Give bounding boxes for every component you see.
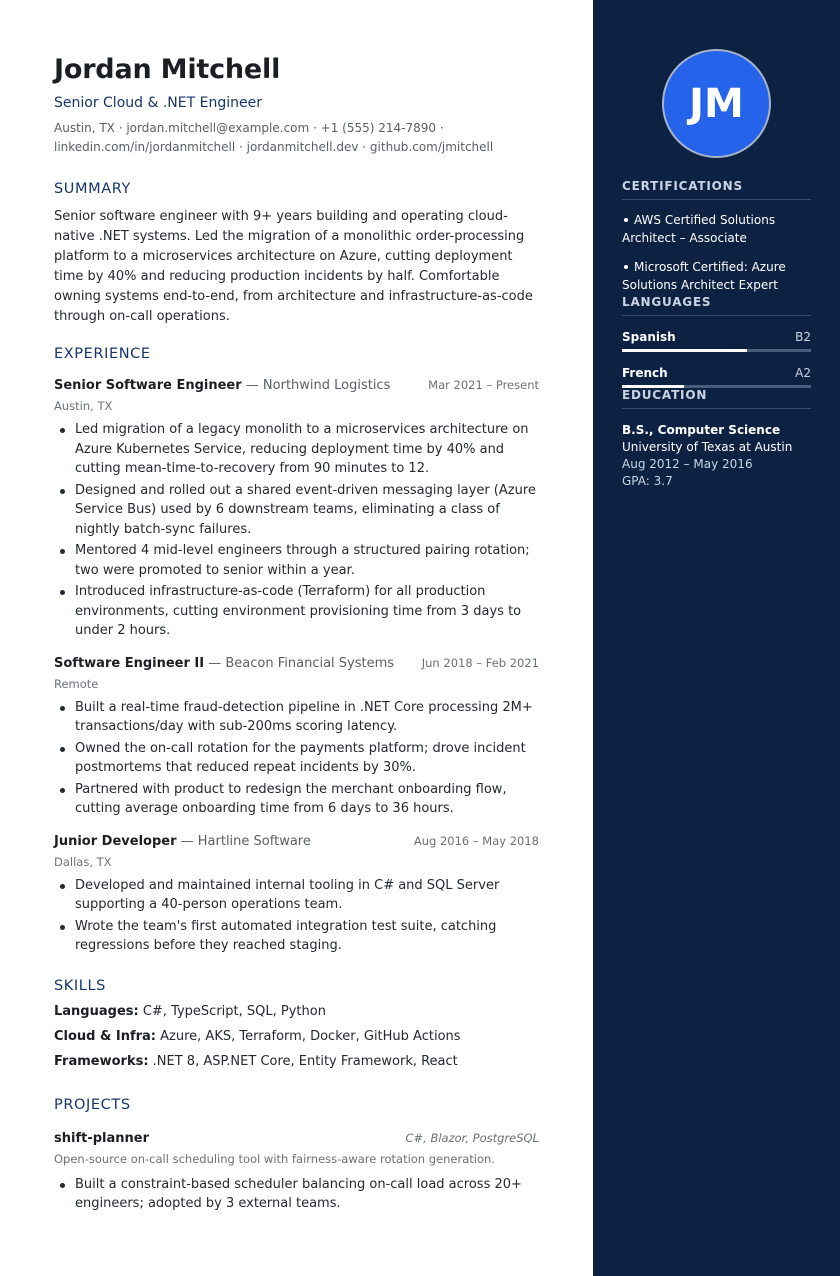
skills-section bbox=[54, 976, 539, 1071]
job-header bbox=[54, 376, 539, 395]
section-title: SUMMARY bbox=[54, 181, 131, 197]
job-title-org bbox=[54, 655, 394, 673]
experience-section bbox=[54, 344, 539, 956]
bullet-item: Designed and rolled out a shared event-driven messaging layer (Azure Service Bus) used by 6 downstream teams, eliminating a class of nightly batch-sync failures. bbox=[54, 481, 539, 540]
certification-line: AWS Certified Solutions bbox=[634, 213, 776, 227]
avatar: JM bbox=[662, 49, 771, 158]
sidebar-section-title: EDUCATION bbox=[622, 387, 811, 409]
bullet-item: Introduced infrastructure-as-code (Terraform) for all production environments, cutting environment provisioning time from 3 days to under 2 hours. bbox=[54, 582, 539, 641]
job-header bbox=[54, 654, 539, 673]
project-description: Open-source on-call scheduling tool with fairness-aware rotation generation. bbox=[54, 1151, 495, 1166]
sidebar-section-title: CERTIFICATIONS bbox=[622, 178, 811, 200]
skill-value: Azure, AKS, Terraform, Docker, GitHub Actions bbox=[156, 1028, 461, 1044]
candidate-role: Senior Cloud & .NET Engineer bbox=[54, 95, 262, 111]
job-bullets bbox=[54, 698, 539, 819]
skill-label: Frameworks: bbox=[54, 1053, 149, 1069]
certification-line: Architect – Associate bbox=[622, 231, 747, 245]
project-name: shift-planner bbox=[54, 1130, 149, 1146]
job-company: Beacon Financial Systems bbox=[225, 655, 395, 671]
bullet-item: Mentored 4 mid-level engineers through a structured pairing rotation; two were promoted to senior within a year. bbox=[54, 541, 539, 580]
language-item bbox=[622, 365, 811, 388]
skill-value: C#, TypeScript, SQL, Python bbox=[138, 1003, 326, 1019]
summary-text: Senior software engineer with 9+ years building and operating cloud-native .NET systems. Led the migration of a monolithic order-processing platform to a microservices architecture on Azure, cutting deployment time by 40% and reducing production incidents by half. Comfortable owning systems end-to-end, from architecture and infrastructure-as-code through on-call operations. bbox=[54, 209, 533, 324]
education-dates: Aug 2012 – May 2016 bbox=[622, 457, 753, 471]
education-gpa: GPA: 3.7 bbox=[622, 474, 673, 488]
language-name: Spanish bbox=[622, 330, 676, 344]
project-stack: C#, Blazor, PostgreSQL bbox=[405, 1130, 539, 1145]
education-entry bbox=[622, 422, 811, 490]
project-header bbox=[54, 1129, 539, 1148]
language-proficiency-bar bbox=[622, 349, 811, 352]
job-bullets bbox=[54, 876, 539, 956]
job-entry bbox=[54, 654, 539, 819]
job-title-org bbox=[54, 377, 390, 395]
skill-label: Cloud & Infra: bbox=[54, 1028, 157, 1044]
certifications-section bbox=[622, 178, 811, 294]
proficiency-fill bbox=[622, 349, 747, 352]
certification-line: Solutions Architect Expert bbox=[622, 278, 778, 292]
candidate-name: Jordan Mitchell bbox=[54, 54, 281, 85]
contact-line: linkedin.com/in/jordanmitchell · jordanmitchell.dev · github.com/jmitchell bbox=[54, 140, 494, 154]
certification-item bbox=[622, 258, 811, 294]
section-title: SKILLS bbox=[54, 977, 106, 994]
language-level: B2 bbox=[795, 330, 811, 344]
language-item bbox=[622, 329, 811, 352]
job-location: Remote bbox=[54, 676, 99, 691]
bullet-icon bbox=[624, 265, 628, 269]
bullet-item: Owned the on-call rotation for the payments platform; drove incident postmortems that reduced repeat incidents by 30%. bbox=[54, 739, 539, 778]
projects-section bbox=[54, 1095, 539, 1214]
job-separator: — bbox=[241, 378, 263, 393]
bullet-icon bbox=[624, 218, 628, 222]
project-entry bbox=[54, 1129, 539, 1214]
skill-label: Languages: bbox=[54, 1003, 139, 1019]
job-entry bbox=[54, 376, 539, 641]
languages-section bbox=[622, 294, 811, 388]
job-separator: — bbox=[176, 833, 198, 849]
section-title: PROJECTS bbox=[54, 1096, 131, 1113]
bullet-item: Developed and maintained internal tooling in C# and SQL Server supporting a 40-person operations team. bbox=[54, 876, 539, 915]
sidebar-section-title: LANGUAGES bbox=[622, 294, 811, 316]
project-bullets bbox=[54, 1175, 539, 1214]
sidebar bbox=[593, 0, 840, 1276]
bullet-item: Built a constraint-based scheduler balancing on-call load across 20+ engineers; adopted by 3 external teams. bbox=[54, 1175, 539, 1214]
skill-row bbox=[54, 1028, 539, 1046]
section-title: EXPERIENCE bbox=[54, 346, 151, 362]
certification-line: Microsoft Certified: Azure bbox=[634, 260, 786, 274]
certification-item bbox=[622, 211, 811, 247]
education-degree: B.S., Computer Science bbox=[622, 423, 781, 437]
job-location: Dallas, TX bbox=[54, 854, 112, 869]
skill-row bbox=[54, 1053, 539, 1071]
job-dates: Aug 2016 – May 2018 bbox=[413, 833, 539, 848]
contact-info bbox=[54, 119, 539, 157]
job-bullets bbox=[54, 420, 539, 641]
job-title: Software Engineer II bbox=[54, 655, 205, 671]
job-company: Northwind Logistics bbox=[262, 378, 391, 393]
bullet-item: Led migration of a legacy monolith to a microservices architecture on Azure Kubernetes Service, reducing deployment time by 40% and cutting mean-time-to-recovery from 90 minutes to 12. bbox=[54, 420, 539, 479]
contact-line: Austin, TX · jordan.mitchell@example.com · +1 (555) 214-7890 · bbox=[54, 121, 444, 135]
bullet-item: Built a real-time fraud-detection pipeline in .NET Core processing 2M+ transactions/day with sub-200ms scoring latency. bbox=[54, 698, 539, 737]
job-title: Junior Developer bbox=[54, 833, 177, 849]
job-title: Senior Software Engineer bbox=[54, 378, 242, 393]
language-level: A2 bbox=[795, 366, 811, 380]
job-header bbox=[54, 832, 539, 851]
language-name: French bbox=[622, 366, 668, 380]
job-dates: Mar 2021 – Present bbox=[428, 378, 539, 392]
skill-value: .NET 8, ASP.NET Core, Entity Framework, React bbox=[148, 1053, 458, 1069]
summary-section bbox=[54, 179, 539, 327]
education-section bbox=[622, 387, 811, 490]
job-dates: Jun 2018 – Feb 2021 bbox=[421, 655, 539, 670]
bullet-item: Partnered with product to redesign the merchant onboarding flow, cutting average onboarding time from 6 days to 36 hours. bbox=[54, 780, 539, 819]
education-school: University of Texas at Austin bbox=[622, 440, 793, 454]
job-separator: — bbox=[204, 655, 226, 671]
job-title-org bbox=[54, 833, 311, 851]
bullet-item: Wrote the team's first automated integration test suite, catching regressions before they reached staging. bbox=[54, 917, 539, 956]
job-entry bbox=[54, 832, 539, 956]
skill-row bbox=[54, 1003, 539, 1021]
job-location: Austin, TX bbox=[54, 399, 113, 413]
job-company: Hartline Software bbox=[197, 833, 311, 849]
